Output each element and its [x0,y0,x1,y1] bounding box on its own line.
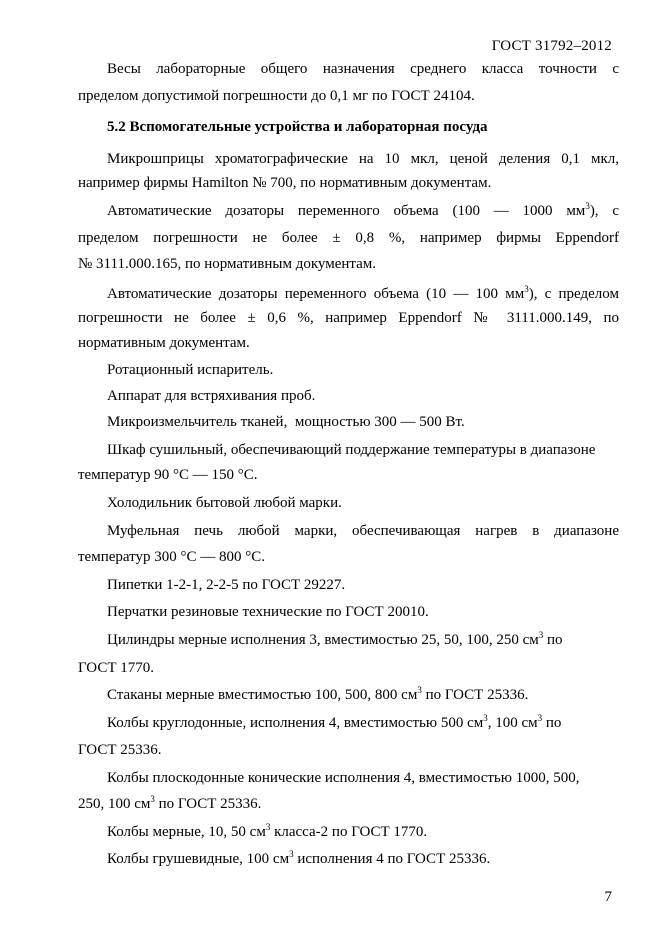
document-code-header: ГОСТ 31792–2012 [491,38,612,54]
page-number: 7 [604,889,612,905]
section-heading: 5.2 Вспомогательные устройства и лабораторная посуда [107,119,488,135]
paragraph-cylinders-cont: ГОСТ 1770. [78,660,154,676]
paragraph-microsyringes: Микрошприцы хроматографические на 10 мкл, ценой деления 0,1 мкл, [107,151,619,167]
paragraph-conical-flasks: Колбы плоскодонные конические исполнения 4, вместимостью 1000, 500, [107,770,580,786]
paragraph-balances-cont: пределом допустимой погрешности до 0,1 мг по ГОСТ 24104. [78,88,475,104]
paragraph-dispensers-1-line2: пределом погрешности не более ± 0,8 %, например фирмы Eppendorf [78,230,619,246]
paragraph-balances: Весы лабораторные общего назначения среднего класса точности с [107,61,619,77]
paragraph-cylinders: Цилиндры мерные исполнения 3, вместимостью 25, 50, 100, 250 $см^3$ по [107,630,563,648]
paragraph-beakers: Стаканы мерные вместимостью 100, 500, 800 $см^3$ по ГОСТ 25336. [107,685,529,703]
paragraph-pear-flasks: Колбы грушевидные, 100 $см^3$ исполнения 4 по ГОСТ 25336. [107,849,491,867]
paragraph-dispensers-1: Автоматические дозаторы переменного объема (100 — 1000 $мм^3$), с [107,201,619,219]
paragraph-muffle-furnace: Муфельная печь любой марки, обеспечивающая нагрев в диапазоне [107,523,619,539]
paragraph-dispensers-2: Автоматические дозаторы переменного объема (10 — 100 $мм^3$), с пределом [107,284,619,302]
paragraph-dispensers-2-line3: нормативным документам. [78,335,250,351]
paragraph-volumetric-flasks: Колбы мерные, 10, 50 $см^3$ класса-2 по ГОСТ 1770. [107,822,428,840]
paragraph-gloves: Перчатки резиновые технические по ГОСТ 20010. [107,604,429,620]
paragraph-dispensers-1-line3: № 3111.000.165, по нормативным документам. [78,256,377,272]
paragraph-drying-cabinet: Шкаф сушильный, обеспечивающий поддержание температуры в диапазоне [107,442,596,458]
paragraph-dispensers-2-line2: погрешности не более ± 0,6 %, например Eppendorf № 3111.000.149, по [78,310,619,326]
paragraph-conical-flasks-cont: 250, 100 $см^3$ по ГОСТ 25336. [78,794,262,812]
paragraph-round-flasks-cont: ГОСТ 25336. [78,742,162,758]
paragraph-rotary-evaporator: Ротационный испаритель. [107,362,274,378]
paragraph-tissue-grinder: Микроизмельчитель тканей, мощностью 300 — 500 Вт. [107,414,465,430]
paragraph-drying-cabinet-cont: температур 90 °С — 150 °С. [78,467,258,483]
paragraph-muffle-furnace-cont: температур 300 °С — 800 °С. [78,549,266,565]
paragraph-refrigerator: Холодильник бытовой любой марки. [107,495,342,511]
paragraph-microsyringes-cont: например фирмы Hamilton № 700, по нормативным документам. [78,175,492,191]
paragraph-pipettes: Пипетки 1-2-1, 2-2-5 по ГОСТ 29227. [107,577,346,593]
paragraph-shaker: Аппарат для встряхивания проб. [107,388,316,404]
paragraph-round-flasks: Колбы круглодонные, исполнения 4, вместимостью 500 $см^3$, 100 $см^3$ по [107,713,562,731]
